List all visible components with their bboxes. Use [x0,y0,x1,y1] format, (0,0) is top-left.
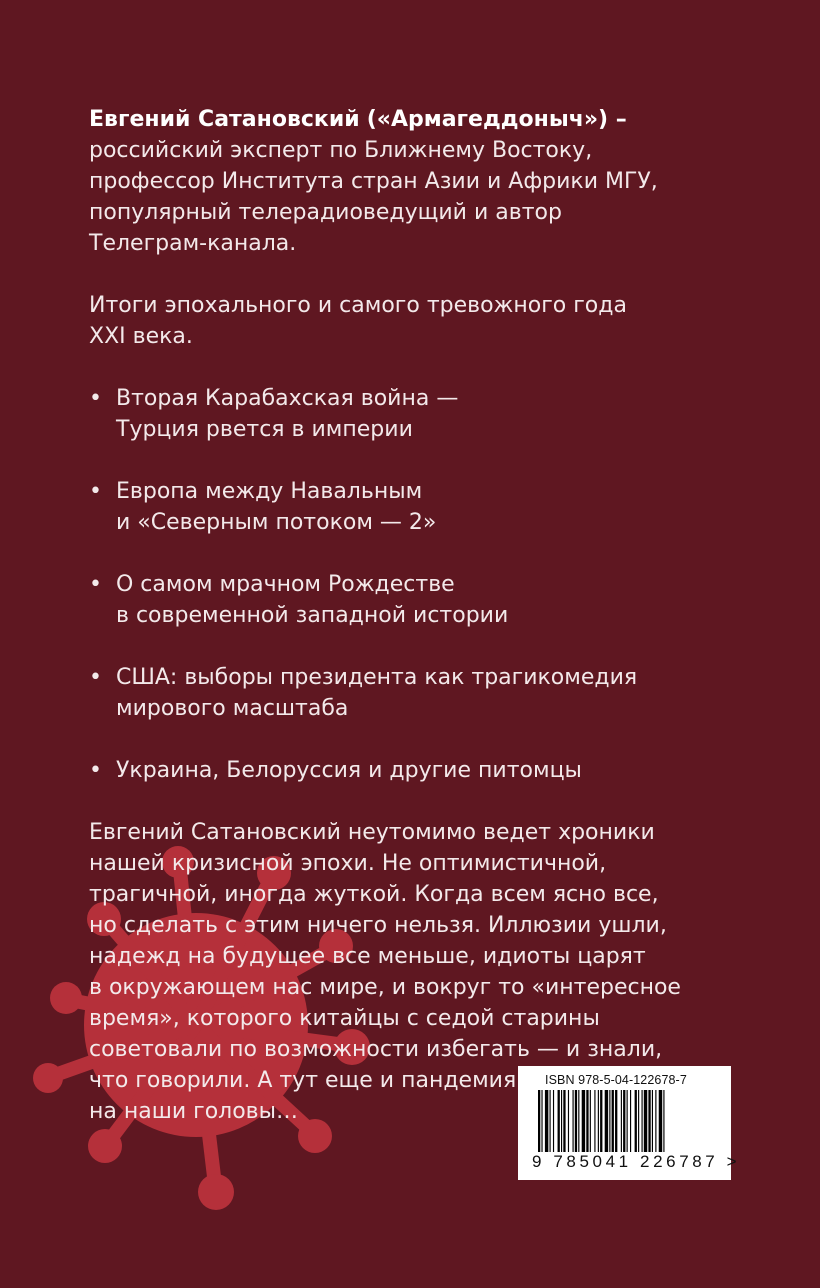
barcode-bar [598,1090,599,1152]
barcode-bar [659,1090,662,1152]
barcode-bar [642,1090,643,1152]
barcode-bar [600,1090,602,1152]
closing-line: трагичной, иногда жуткой. Когда всем ясно все, [89,882,659,907]
barcode-bar [635,1090,637,1152]
barcode-bar [541,1090,542,1152]
isbn-label: ISBN 978-5-04-122678-7 [545,1073,687,1087]
bullet-icon: • [89,479,102,504]
barcode-bar [615,1090,617,1152]
barcode-bar [538,1090,540,1152]
barcode-bar [582,1090,585,1152]
back-cover-text [89,104,749,1127]
barcode-bar [563,1090,565,1152]
barcode-bar [578,1090,579,1152]
barcode-bar [573,1090,574,1152]
bullet-icon: • [89,386,102,411]
barcode-bar [594,1090,595,1152]
closing-line: советовали по возможности избегать — и знали, [89,1037,663,1062]
bullet-icon: • [89,758,102,783]
summary-line: Итоги эпохального и самого тревожного года [89,293,627,318]
list-item: • Вторая Карабахская война — Турция рвется в империи [89,383,749,445]
barcode-bar [655,1090,656,1152]
barcode-bar [586,1090,588,1152]
bullet-icon: • [89,572,102,597]
list-item: • Украина, Белоруссия и другие питомцы [89,755,749,786]
barcode-bar [621,1090,622,1152]
barcode-bar [568,1090,569,1152]
isbn-digits: 9 785041 226787 > [532,1152,741,1171]
isbn-barcode [518,1066,741,1180]
summary [89,290,749,352]
topic-list [89,383,749,786]
bullet-icon: • [89,665,102,690]
barcode-bar [663,1090,664,1152]
intro-line: популярный телерадиоведущий и автор [89,200,562,225]
closing-line: но сделать с этим ничего нельзя. Иллюзии ушли, [89,913,667,938]
barcode-bar [550,1090,551,1152]
barcode-bar [545,1090,548,1152]
closing-line: в окружающем нас мире, и вокруг то «интересное [89,975,681,1000]
closing-line: надежд на будущее все меньше, идиоты царят [89,944,646,969]
closing-line: на наши головы… [89,1099,299,1124]
barcode-bar [590,1090,591,1152]
barcode-bar [575,1090,577,1152]
list-item: • О самом мрачном Рождестве в современной западной истории [89,569,749,631]
intro-dash: – [608,107,627,132]
author-name: Евгений Сатановский [89,107,360,132]
author-intro [89,104,749,259]
closing-line: Евгений Сатановский неутомимо ведет хроники [89,820,655,845]
barcode-bar [558,1090,560,1152]
closing-line: время», которого китайцы с седой старины [89,1006,600,1031]
barcode-bar [609,1090,610,1152]
barcode-bar [561,1090,562,1152]
list-item: • Европа между Навальным и «Северным потоком — 2» [89,476,749,538]
intro-line: профессор Института стран Азии и Африки МГУ, [89,169,658,194]
intro-line: Телеграм-канала. [89,231,297,256]
barcode-bar [638,1090,639,1152]
barcode-bar [612,1090,614,1152]
barcode-bar [630,1090,631,1152]
barcode-bar [605,1090,608,1152]
closing-line: что говорили. А тут еще и пандемия [89,1068,517,1093]
barcode-bar [648,1090,650,1152]
barcode-bar [623,1090,625,1152]
summary-line: XXI века. [89,324,193,349]
barcode-bar [644,1090,647,1152]
barcode-bar [627,1090,628,1152]
author-nickname: («Армагеддоныч») [366,107,609,132]
intro-line: российский эксперт по Ближнему Востоку, [89,138,593,163]
list-item: • США: выборы президента как трагикомедия мирового масштаба [89,662,749,724]
closing-line: нашей кризисной эпохи. Не оптимистичной, [89,851,607,876]
barcode-bars [538,1090,710,1152]
barcode-bar [652,1090,653,1152]
barcode-bar [553,1090,554,1152]
